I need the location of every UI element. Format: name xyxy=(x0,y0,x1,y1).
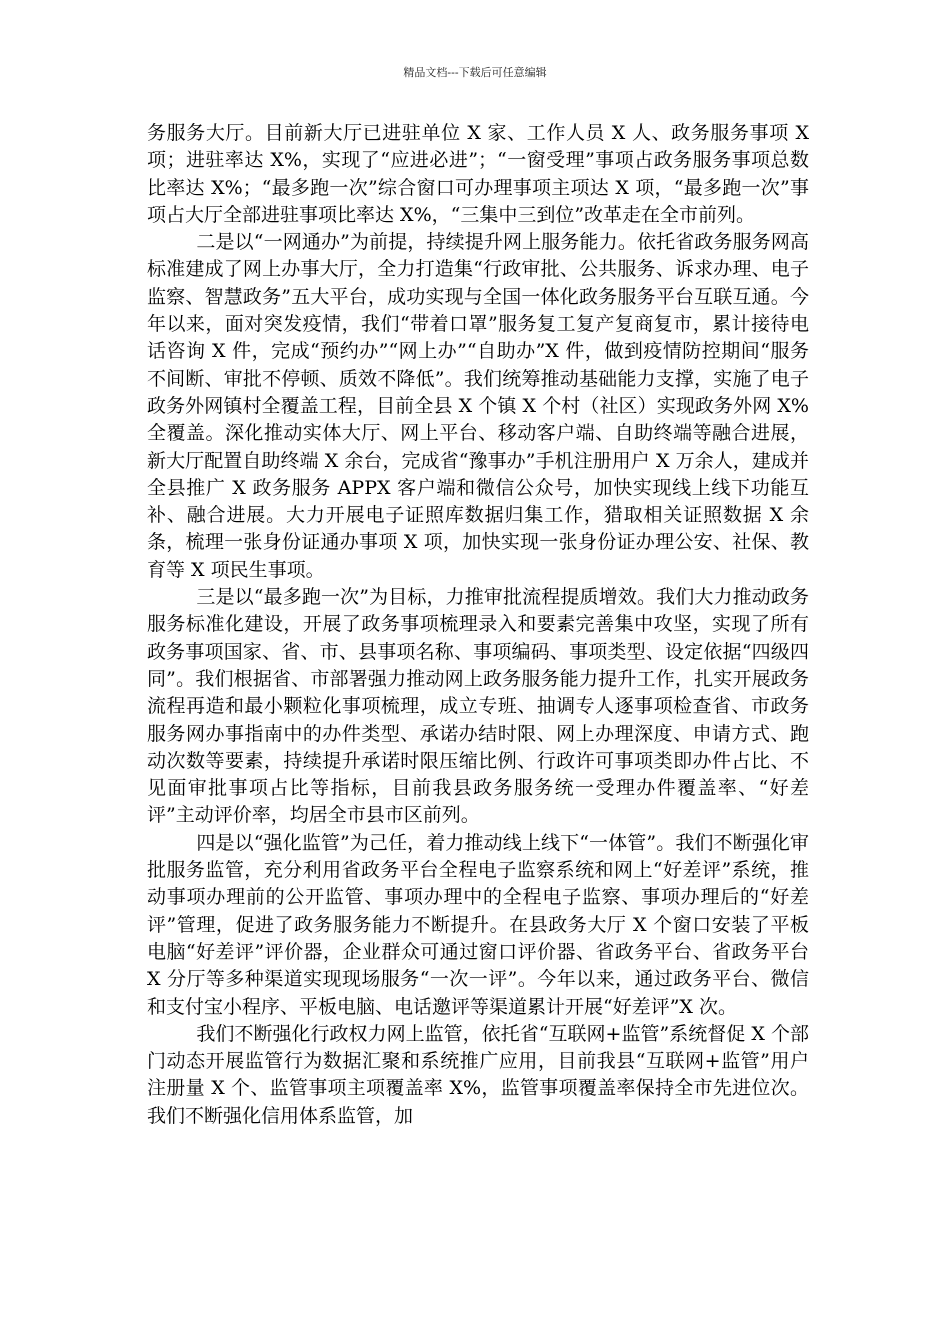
paragraph-1: 务服务大厅。目前新大厅已进驻单位 X 家、工作人员 X 人、政务服务事项 X 项；进驻率达 X%，实现了“应进必进”；“一窗受理”事项占政务服务事项总数比率达 X%；“最多跑一次”综合窗口可办理事项主项达 X 项，“最多跑一次”事项占大厅全部进驻事项比率达 X%，“三集中三到位”改革走在全市前列。 xyxy=(147,122,809,226)
paragraph-3: 三是以“最多跑一次”为目标，力推审批流程提质增效。我们大力推动政务服务标准化建设，开展了政务事项梳理录入和要素完善集中攻坚，实现了所有政务事项国家、省、市、县事项名称、事项编码、事项类型、设定依据“四级四同”。我们根据省、市部署强力推动网上政务服务能力提升工作，扎实开展政务流程再造和最小颗粒化事项梳理，成立专班、抽调专人逐事项检查省、市政务服务网办事指南中的办件类型、承诺办结时限、网上办理深度、申请方式、跑动次数等要素，持续提升承诺时限压缩比例、行政许可事项类即办件占比、不见面审批事项占比等指标，目前我县政务服务统一受理办件覆盖率、“好差评”主动评价率，均居全市县市区前列。 xyxy=(147,586,809,827)
document-body xyxy=(147,120,809,1130)
paragraph-4: 四是以“强化监管”为己任，着力推动线上线下“一体管”。我们不断强化审批服务监管，充分利用省政务平台全程电子监察系统和网上“好差评”系统，推动事项办理前的公开监管、事项办理中的全程电子监察、事项办理后的“好差评”管理，促进了政务服务能力不断提升。在县政务大厅 X 个窗口安装了平板电脑“好差评”评价器，企业群众可通过窗口评价器、省政务平台、省政务平台 X 分厅等多种渠道实现现场服务“一次一评”。今年以来，通过政务平台、微信和支付宝小程序、平板电脑、电话邀评等渠道累计开展“好差评”X 次。 xyxy=(147,831,809,1018)
paragraph-2: 二是以“一网通办”为前提，持续提升网上服务能力。依托省政务服务网高标准建成了网上办事大厅，全力打造集“行政审批、公共服务、诉求办理、电子监察、智慧政务”五大平台，成功实现与全国一体化政务服务平台互联互通。今年以来，面对突发疫情，我们“带着口罩”服务复工复产复商复市，累计接待电话咨询 X 件，完成“预约办”“网上办”“自助办”X 件，做到疫情防控期间“服务不间断、审批不停顿、质效不降低”。我们统筹推动基础能力支撑，实施了电子政务外网镇村全覆盖工程，目前全县 X 个镇 X 个村（社区）实现政务外网 X%全覆盖。深化推动实体大厅、网上平台、移动客户端、自助终端等融合进展，新大厅配置自助终端 X 余台，完成省“豫事办”手机注册用户 X 万余人，建成并全县推广 X 政务服务 APPX 客户端和微信公众号，加快实现线上线下功能互补、融合进展。大力开展电子证照库数据归集工作，猎取相关证照数据 X 余条，梳理一张身份证通办事项 X 项，加快实现一张身份证办理公安、社保、教育等 X 项民生事项。 xyxy=(147,231,809,581)
page-header: 精品文档---下载后可任意编辑 xyxy=(403,66,547,79)
paragraph-5: 我们不断强化行政权力网上监管，依托省“互联网+监管”系统督促 X 个部门动态开展监管行为数据汇聚和系统推广应用，目前我县“互联网+监管”用户注册量 X 个、监管事项主项覆盖率 X%，监管事项覆盖率保持全市先进位次。我们不断强化信用体系监管，加 xyxy=(147,1022,809,1127)
